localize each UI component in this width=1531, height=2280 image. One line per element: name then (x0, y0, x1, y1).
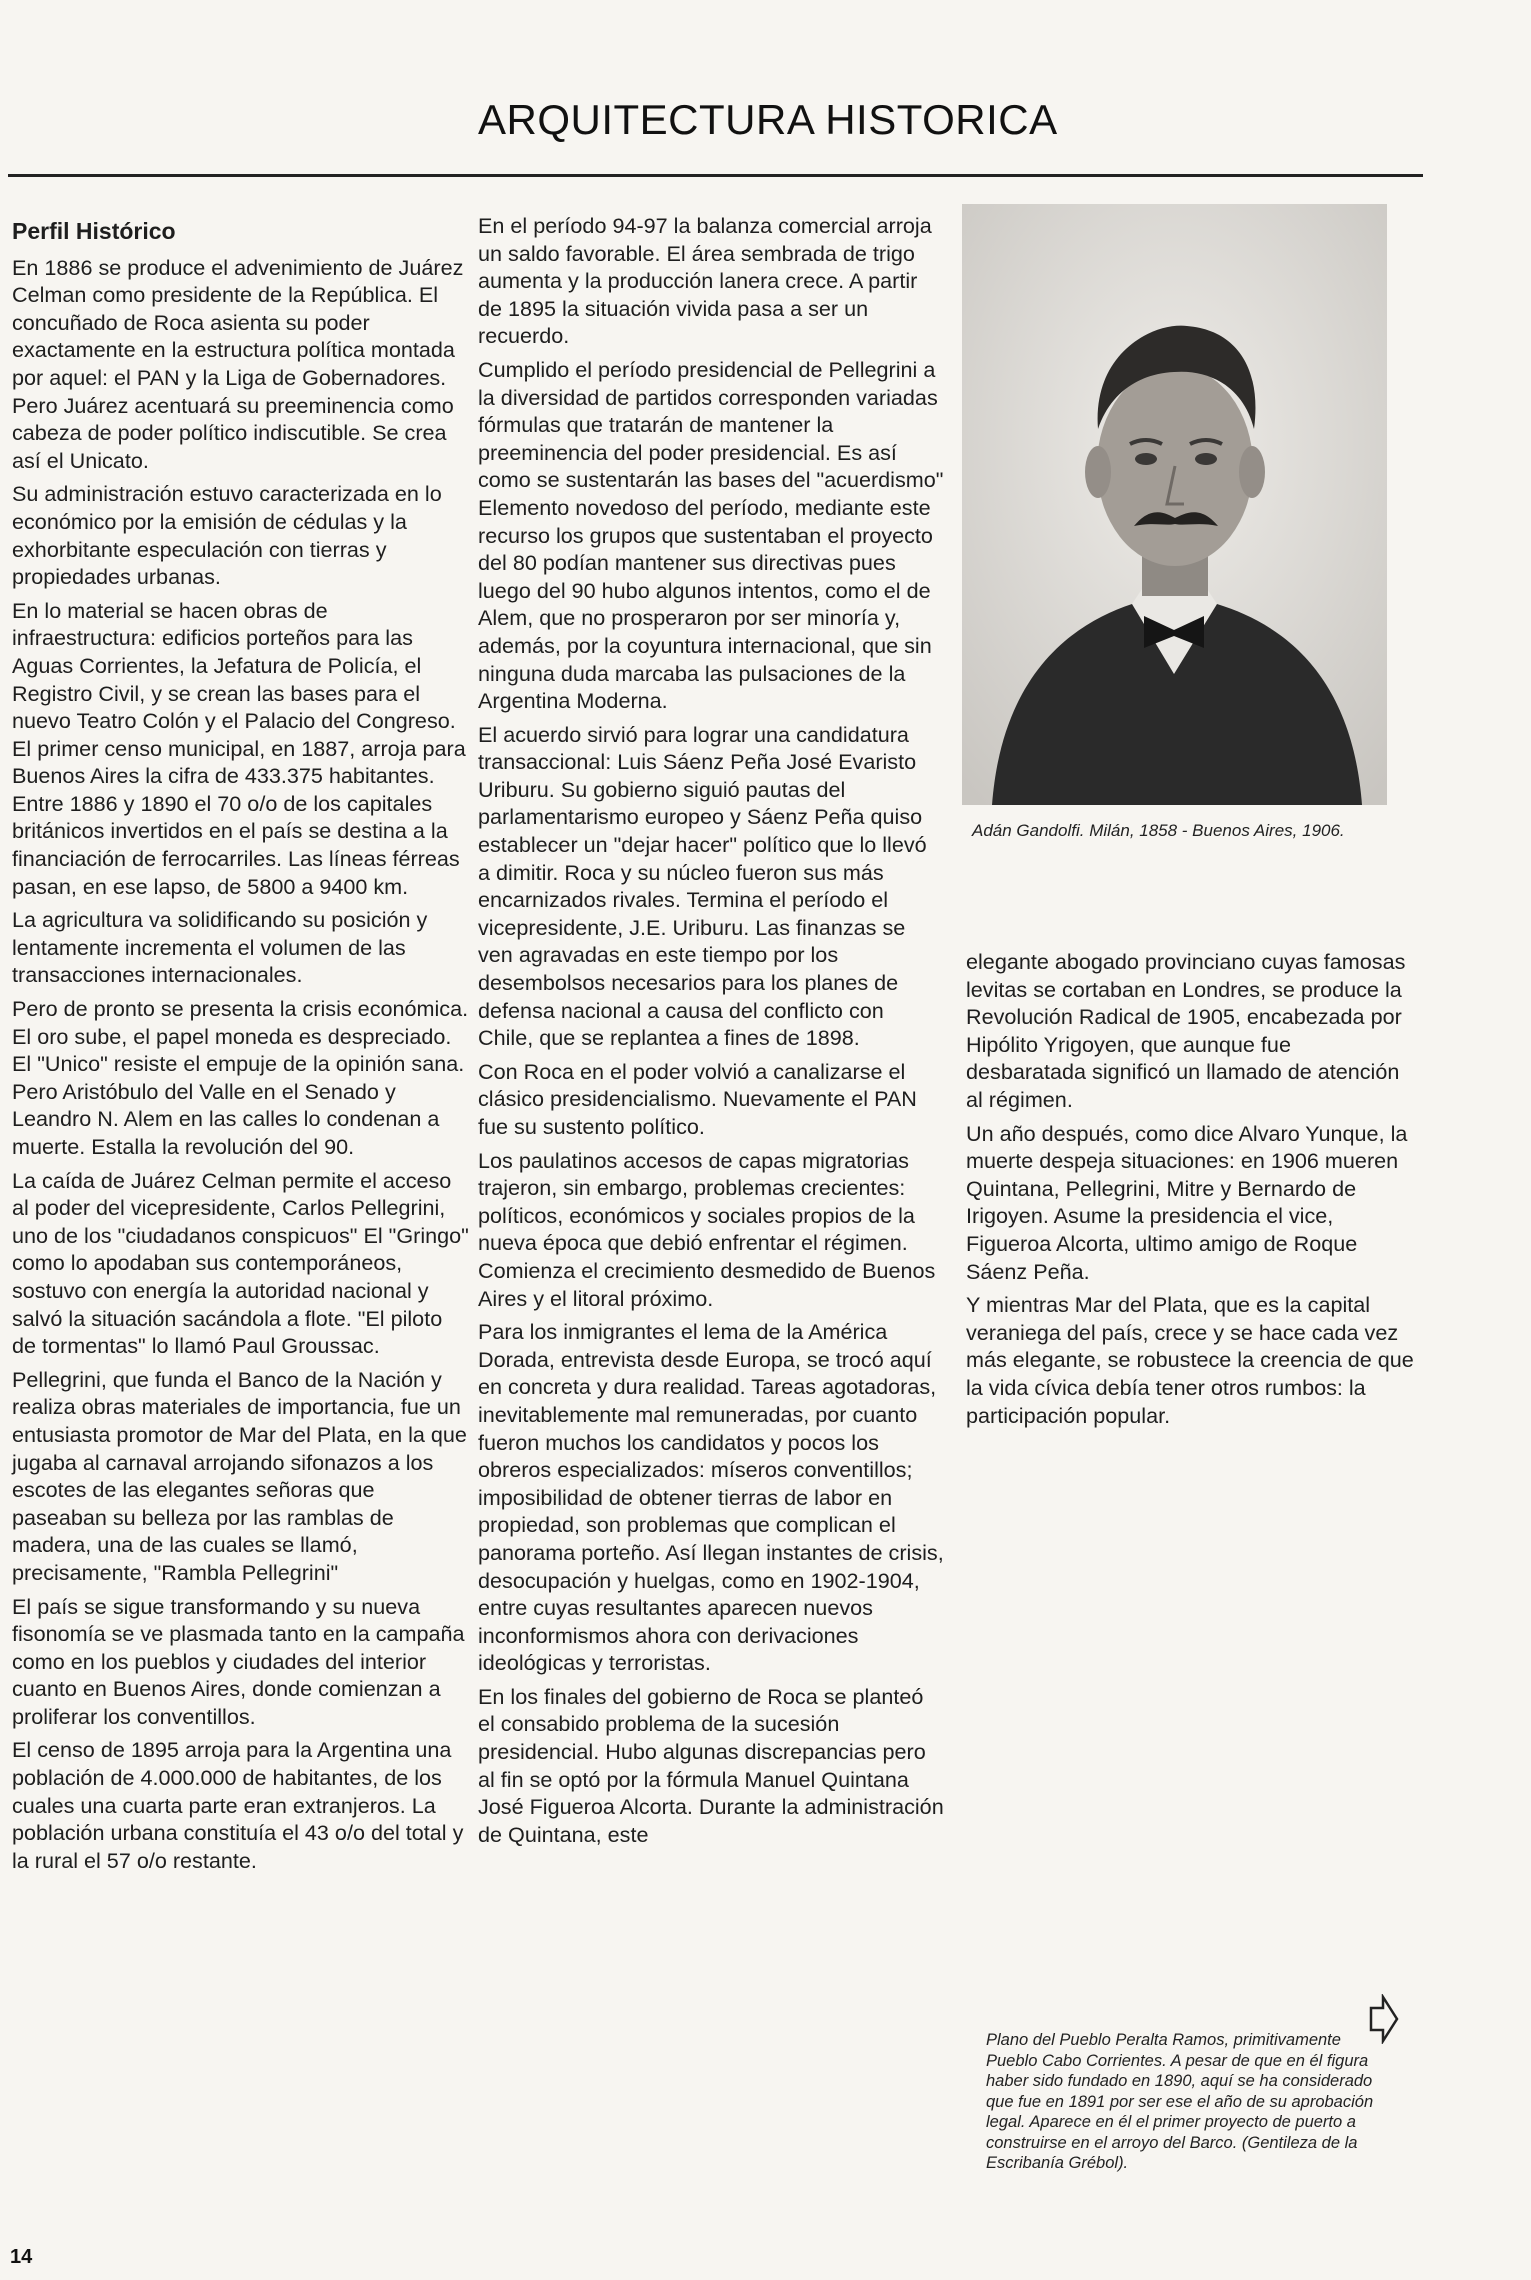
paragraph: elegante abogado provinciano cuyas famosas levitas se cortaban en Londres, se produce la Revolución Radical de 1905, encabezada por Hipólito Yrigoyen, que aunque fue desbaratada significó un llamado de atención al régimen. (966, 949, 1406, 1112)
page-title: ARQUITECTURA HISTORICA (478, 96, 1058, 143)
header-divider (8, 174, 1423, 177)
paragraph: Su administración estuvo caracterizada en lo económico por la emisión de cédulas y la exhorbitante especulación con tierras y propiedades urbanas. (12, 481, 442, 590)
section-title: Perfil Histórico (12, 218, 176, 244)
paragraph: El país se sigue transformando y su nueva fisonomía se ve plasmada tanto en la campaña como en los pueblos y ciudades del interior cuanto en Buenos Aires, donde comienzan a proliferar los conventillos. (12, 1593, 465, 1729)
paragraph: Y mientras Mar del Plata, que es la capital veraniega del país, crece y se hace cada vez más elegante, se robustece la creencia de que la vida cívica debía tener otros rumbos: la participación popular. (966, 1292, 1414, 1428)
paragraph: El censo de 1895 arroja para la Argentina una población de 4.000.000 de habitantes, de los cuales una cuarta parte eran extranjeros. La población urbana constituía el 43 o/o del total y la rural el 57 o/o restante. (12, 1737, 464, 1873)
column-3 (966, 948, 1416, 1435)
paragraph: Pellegrini, que funda el Banco de la Nación y realiza obras materiales de importancia, fue un entusiasta promotor de Mar del Plata, en la que jugaba al carnaval arrojando sifonazos a los escotes de las elegantes señoras que paseaban su belleza por las ramblas de madera, una de las cuales se llamó, precisamente, "Rambla Pellegrini" (12, 1366, 467, 1585)
paragraph: La caída de Juárez Celman permite el acceso al poder del vicepresidente, Carlos Pellegrini, uno de los "ciudadanos conspicuos" El "Gringo" como lo apodaban sus contemporáneos, sostuvo con energía la autoridad nacional y salvó la situación sacándola a flote. "El piloto de tormentas" lo llamó Paul Groussac. (12, 1167, 469, 1359)
paragraph: La agricultura va solidificando su posición y lentamente incrementa el volumen de las transacciones internacionales. (12, 907, 428, 988)
portrait-caption: Adán Gandolfi. Milán, 1858 - Buenos Aires, 1906. (972, 821, 1345, 840)
portrait-illustration (962, 204, 1387, 805)
portrait-photo (962, 204, 1387, 805)
paragraph: Un año después, como dice Alvaro Yunque, la muerte despeja situaciones: en 1906 mueren Quintana, Pellegrini, Mitre y Bernardo de Irigoyen. Asume la presidencia el vice, Figueroa Alcorta, ultimo amigo de Roque Sáenz Peña. (966, 1120, 1408, 1284)
paragraph: Los paulatinos accesos de capas migratorias trajeron, sin embargo, problemas crecientes: políticos, económicos y sociales propios de la nueva época que debió enfrentar el régimen. Comienza el crecimiento desmedido de Buenos Aires y el litoral próximo. (478, 1147, 936, 1311)
column-2 (478, 212, 944, 1854)
paragraph: En los finales del gobierno de Roca se planteó el consabido problema de la sucesión presidencial. Hubo algunas discrepancias pero al fin se optó por la fórmula Manuel Quintana José Figueroa Alcorta. Durante la administración de Quintana, este (478, 1683, 944, 1847)
paragraph: Para los inmigrantes el lema de la América Dorada, entrevista desde Europa, se trocó aquí en concreta y dura realidad. Tareas agotadoras, inevitablemente mal remuneradas, por cuanto fueron muchos los candidatos y pocos los obreros especializados: míseros conventillos; imposibilidad de obtener tierras de labor en propiedad, son problemas que complican el panorama porteño. Así llegan instantes de crisis, desocupación y huelgas, como en 1902-1904, entre cuyas resultantes aparecen nuevos inconformismos ahora con derivaciones ideológicas y terroristas. (478, 1319, 944, 1676)
paragraph: Cumplido el período presidencial de Pellegrini a la diversidad de partidos corresponden variadas fórmulas que tratarán de mantener la preeminencia del poder presidencial. Es así como se sustentarán las bases del "acuerdismo" Elemento novedoso del período, mediante este recurso los grupos que sustentaban el proyecto del 80 podían mantener sus directivas pues luego del 90 hubo algunos intentos, como el de Alem, que no prosperaron por ser minoría y, además, por la coyuntura internacional, que sin ninguna duda marcaba las pulsaciones de la Argentina Moderna. (478, 356, 944, 714)
paragraph: En el período 94-97 la balanza comercial arroja un saldo favorable. El área sembrada de trigo aumenta y la producción lanera crece. A partir de 1895 la situación vivida pasa a ser un recuerdo. (478, 213, 932, 349)
paragraph: El acuerdo sirvió para lograr una candidatura transaccional: Luis Sáenz Peña José Evaristo Uriburu. Su gobierno siguió pautas del parlamentarismo europeo y Sáenz Peña quiso establecer un "dejar hacer" político que lo llevó a dimitir. Roca y su núcleo fueron sus más encarnizados rivales. Termina el período el vicepresidente, J.E. Uriburu. Las finanzas se ven agravadas en este tiempo por los desembolsos necesarios para los planes de defensa nacional a causa del conflicto con Chile, que se replantea a fines de 1898. (478, 721, 927, 1051)
map-caption: Plano del Pueblo Peralta Ramos, primitivamente Pueblo Cabo Corrientes. A pesar de que en él figura haber sido fundado en 1890, aquí se ha considerado que fue en 1891 por ser ese el año de su aprobación legal. Aparece en él el primer proyecto de puerto a construirse en el arroyo del Barco. (Gentileza de la Escribanía Grébol). (986, 2031, 1374, 2172)
paragraph: Con Roca en el poder volvió a canalizarse el clásico presidencialismo. Nuevamente el PAN fue su sustento político. (478, 1058, 917, 1139)
page-number: 14 (10, 2246, 33, 2268)
paragraph: En lo material se hacen obras de infraestructura: edificios porteños para las Aguas Corrientes, la Jefatura de Policía, el Registro Civil, y se crean las bases para el nuevo Teatro Colón y el Palacio del Congreso. El primer censo municipal, en 1887, arroja para Buenos Aires la cifra de 433.375 habitantes. Entre 1886 y 1890 el 70 o/o de los capitales británicos invertidos en el país se destina a la financiación de ferrocarriles. Las líneas férreas pasan, en ese lapso, de 5800 a 9400 km. (12, 597, 466, 899)
column-1 (12, 214, 470, 1880)
paragraph: En 1886 se produce el advenimiento de Juárez Celman como presidente de la República. El concuñado de Roca asienta su poder exactamente en la estructura política montada por aquel: el PAN y la Liga de Gobernadores. Pero Juárez acentuará su preeminencia como cabeza de poder político indiscutible. Se crea así el Unicato. (12, 254, 464, 473)
paragraph: Pero de pronto se presenta la crisis económica. El oro sube, el papel moneda es despreciado. El "Unico" resiste el empuje de la opinión sana. Pero Aristóbulo del Valle en el Senado y Leandro N. Alem en las calles lo condenan a muerte. Estalla la revolución del 90. (12, 996, 469, 1159)
